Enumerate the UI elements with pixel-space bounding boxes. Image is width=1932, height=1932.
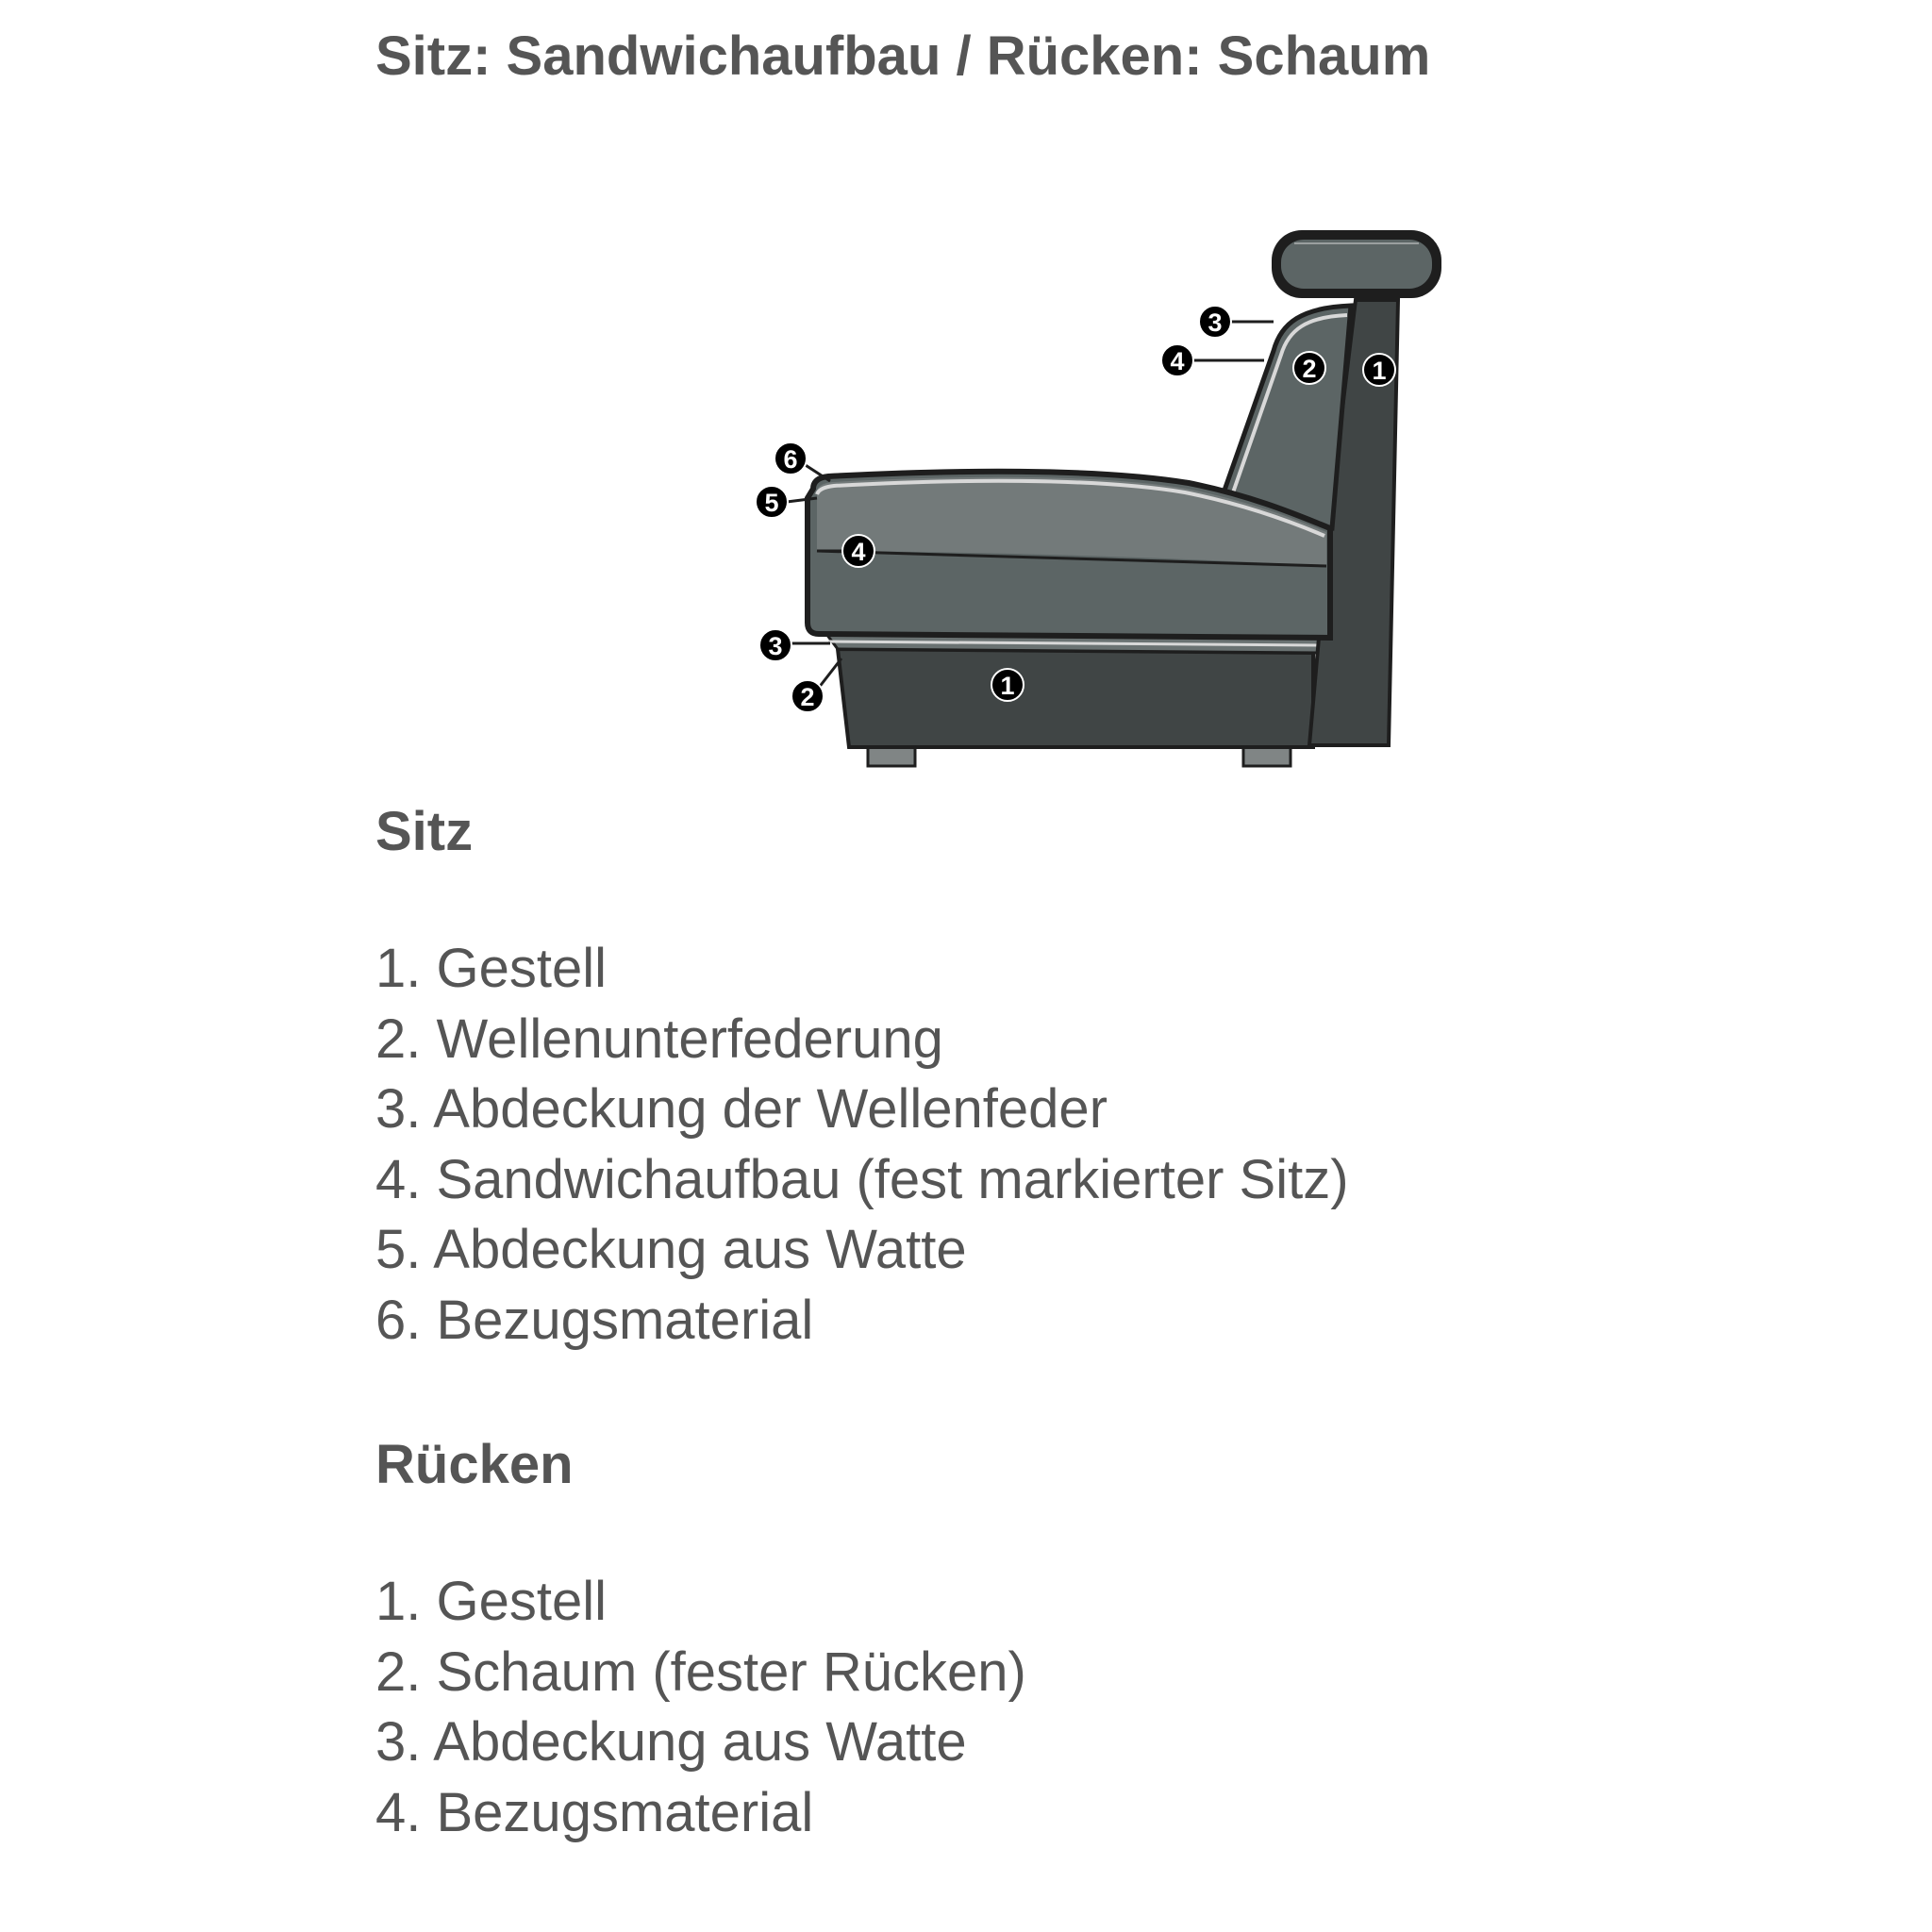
seat-frame-shape [838,649,1313,747]
seat-legend-item: 2. Wellenunterfederung [375,1008,943,1070]
marker-seat-cover [774,442,807,475]
svg-text:6: 6 [783,445,798,474]
seat-legend-item: 6. Bezugsmaterial [375,1289,814,1351]
back-legend-item: 3. Abdeckung aus Watte [375,1711,967,1773]
svg-text:2: 2 [800,683,815,711]
svg-text:4: 4 [851,538,866,566]
svg-text:4: 4 [1170,347,1185,375]
seat-legend-list [375,934,1349,1356]
back-legend-list [375,1567,1026,1848]
svg-text:1: 1 [1000,672,1015,700]
marker-seat-wadding [756,486,788,518]
back-legend-item: 2. Schaum (fester Rücken) [375,1641,1026,1703]
seat-section-heading: Sitz [375,801,474,862]
seat-legend-item: 4. Sandwichaufbau (fest markierter Sitz) [375,1148,1349,1210]
svg-text:3: 3 [768,632,783,660]
marker-seat-spring-cover [759,629,791,661]
marker-back-cover [1161,344,1193,376]
back-section-heading: Rücken [375,1434,574,1495]
seat-legend-item: 3. Abdeckung der Wellenfeder [375,1078,1108,1140]
marker-back-frame [1363,354,1395,386]
marker-seat-spring [791,680,824,712]
marker-back-wadding [1199,306,1231,338]
back-legend-item: 1. Gestell [375,1571,607,1632]
back-legend-item: 4. Bezugsmaterial [375,1781,814,1843]
svg-text:1: 1 [1372,357,1387,385]
marker-back-foam [1293,352,1325,384]
marker-seat-frame [991,669,1024,701]
marker-seat-sandwich [842,535,874,567]
headrest-inner [1281,240,1432,289]
seat-legend-item: 5. Abdeckung aus Watte [375,1219,967,1280]
sofa-cross-section-diagram [717,208,1472,792]
page-title: Sitz: Sandwichaufbau / Rücken: Schaum [375,25,1431,87]
svg-text:3: 3 [1208,308,1223,337]
seat-legend-item: 1. Gestell [375,938,607,999]
svg-text:5: 5 [764,489,779,517]
svg-text:2: 2 [1302,355,1317,383]
